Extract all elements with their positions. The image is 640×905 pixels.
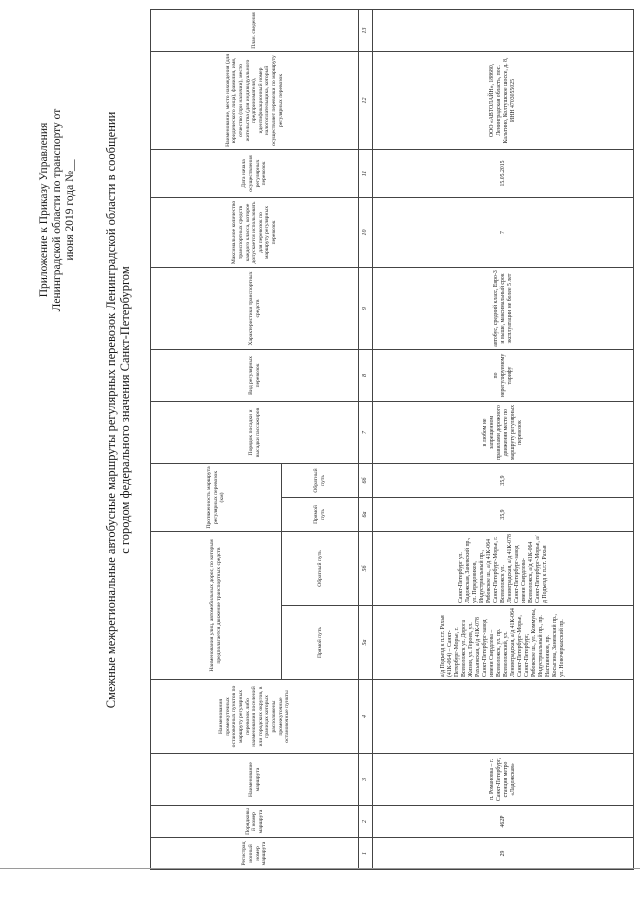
column-number: 13 (359, 9, 373, 51)
column-number: 7 (359, 401, 373, 463)
appendix-note (38, 30, 77, 390)
column-number: 12 (359, 51, 373, 149)
header-carrier: Наименование, место нахождения (для юридического лица), фамилия, имя, отчество (при наличии), место жительства (для индивидуального предпринимателя), идентификационный номер налогоплательщика, который осуществляет перевозки по маршруту регулярных перевозок (151, 51, 359, 149)
column-number: 10 (359, 197, 373, 267)
column-number: 6а (359, 498, 373, 532)
column-numbers-row (359, 9, 373, 869)
header-intermediate-stops: Наименования промежуточных остановочных пунктов по маршруту регулярных перевозок либо наименования поселений или городских округов, в границах которых расположены промежуточные остановочные пункты (151, 680, 359, 754)
header-reg-number: Регистрационный номер маршрута (151, 838, 359, 870)
cell-boarding-order: в любом не запрещенном правилами дорожного движения месте по маршруту регулярных перевозок (373, 401, 634, 463)
title-line-2: с городом федерального значения Санкт-Петербургом (118, 266, 132, 554)
cell-length-forward: 35,9 (373, 498, 634, 532)
title-line-1: Смежные межрегиональные автобусные маршруты регулярных перевозок Ленинградской области в сообщении (104, 111, 118, 709)
table-header-row (151, 9, 282, 869)
cell-forward-path: а/д Подъезд к п.г.т. Рахья (41К-064) – Санкт-Петербург-Морье, г. Всеволожск ул. Дорога Жизни, ул. Героев, ул. Рахьинская, а/д 41К-078 Санкт-Петербург-завод имени Свердлова – Всеволожск, ул. пр. Всеволожский, ул. Ленинградская, а/д 41К-064 Санкт-Петербург-Морье, Санкт-Петербург, Рябовское ш., ул. Коммуны, Индустриальный пр., пр. Наставников, пр. Косыгина, Заневский пр., ул. Новочеркасский пр. (373, 606, 634, 680)
cell-order-number: 462Р (373, 806, 634, 838)
header-start-date: Дата начала осуществления регулярных перевозок (151, 149, 359, 197)
header-max-vehicles: Максимальное количество транспортных средств каждого класса, которое допускается использовать для перевозок по маршруту регулярных перевозок (151, 197, 359, 267)
header-vehicle-specs: Характеристики транспортных средств (151, 267, 359, 349)
column-number: 5б (359, 532, 373, 606)
routes-register-table (150, 9, 634, 870)
column-number: 5а (359, 606, 373, 680)
column-number: 6б (359, 463, 373, 497)
column-number: 1 (359, 838, 373, 870)
document-title (104, 60, 132, 760)
cell-max-vehicles: 7 (373, 197, 634, 267)
appendix-line-2: Ленинградской области по транспорту от (51, 108, 63, 312)
header-length-forward: Прямой путь (282, 498, 359, 532)
header-backward-path: Обратный путь (282, 532, 359, 606)
column-number: 2 (359, 806, 373, 838)
header-boarding-order: Порядок посадки и высадки пассажиров (151, 401, 359, 463)
cell-transport-kind: по нерегулируемому тарифу (373, 349, 634, 401)
header-forward-path: Прямой путь (282, 606, 359, 680)
header-streets-group: Наименования улиц, автомобильных дорог, по которым предполагается движение транспортных средств (151, 532, 282, 680)
bottom-divider-line (0, 868, 640, 869)
header-order-number: Порядковый номер маршрута (151, 806, 359, 838)
appendix-line-1: Приложение к Приказу Управления (38, 122, 50, 298)
cell-carrier: ООО «АВТОЛАЙН», 188680, Ленинградская область, пос. Кальтино, Колтушское шоссе, д. 8, ИНН 4703055025 (373, 51, 634, 149)
column-number: 9 (359, 267, 373, 349)
cell-length-backward: 35,9 (373, 463, 634, 497)
header-transport-kind: Вид регулярных перевозок (151, 349, 359, 401)
table-row (373, 9, 634, 869)
appendix-line-3: июня 2019 года №__ (64, 159, 76, 261)
column-number: 11 (359, 149, 373, 197)
header-route-name: Наименование маршрута (151, 754, 359, 806)
header-length-group: Протяженность маршрута регулярных перевозок (км) (151, 463, 282, 531)
cell-start-date: 15.05.2015 (373, 149, 634, 197)
header-notes: План. сведения (151, 9, 359, 51)
cell-backward-path: Санкт-Петербург ул. Ладожская, Заневский пр., ул. Передовиков, Индустриальный пр., Рябовское ш., а/д 41К-064 Санкт-Петербург-Морье, г. Всеволожск ул. Ленинградская, а/д 41К-078 Санкт-Петербург-завод имени Свердлова-Всеволожск, а/д 41К-064 Санкт-Петербург-Морье, а/д Подъезд к п.г.т. Рахья (373, 532, 634, 606)
column-number: 3 (359, 754, 373, 806)
cell-route-name: п. Романовка – г. Санкт-Петербург, станция метро «Ладожская» (373, 754, 634, 806)
cell-notes (373, 9, 634, 51)
column-number: 4 (359, 680, 373, 754)
cell-vehicle-specs: автобус, средний класс, Евро-3 и выше, максимальный срок эксплуатации не более 5 лет (373, 267, 634, 349)
cell-reg-number: 29 (373, 838, 634, 870)
cell-intermediate-stops (373, 680, 634, 754)
header-length-backward: Обратный путь (282, 463, 359, 497)
column-number: 8 (359, 349, 373, 401)
